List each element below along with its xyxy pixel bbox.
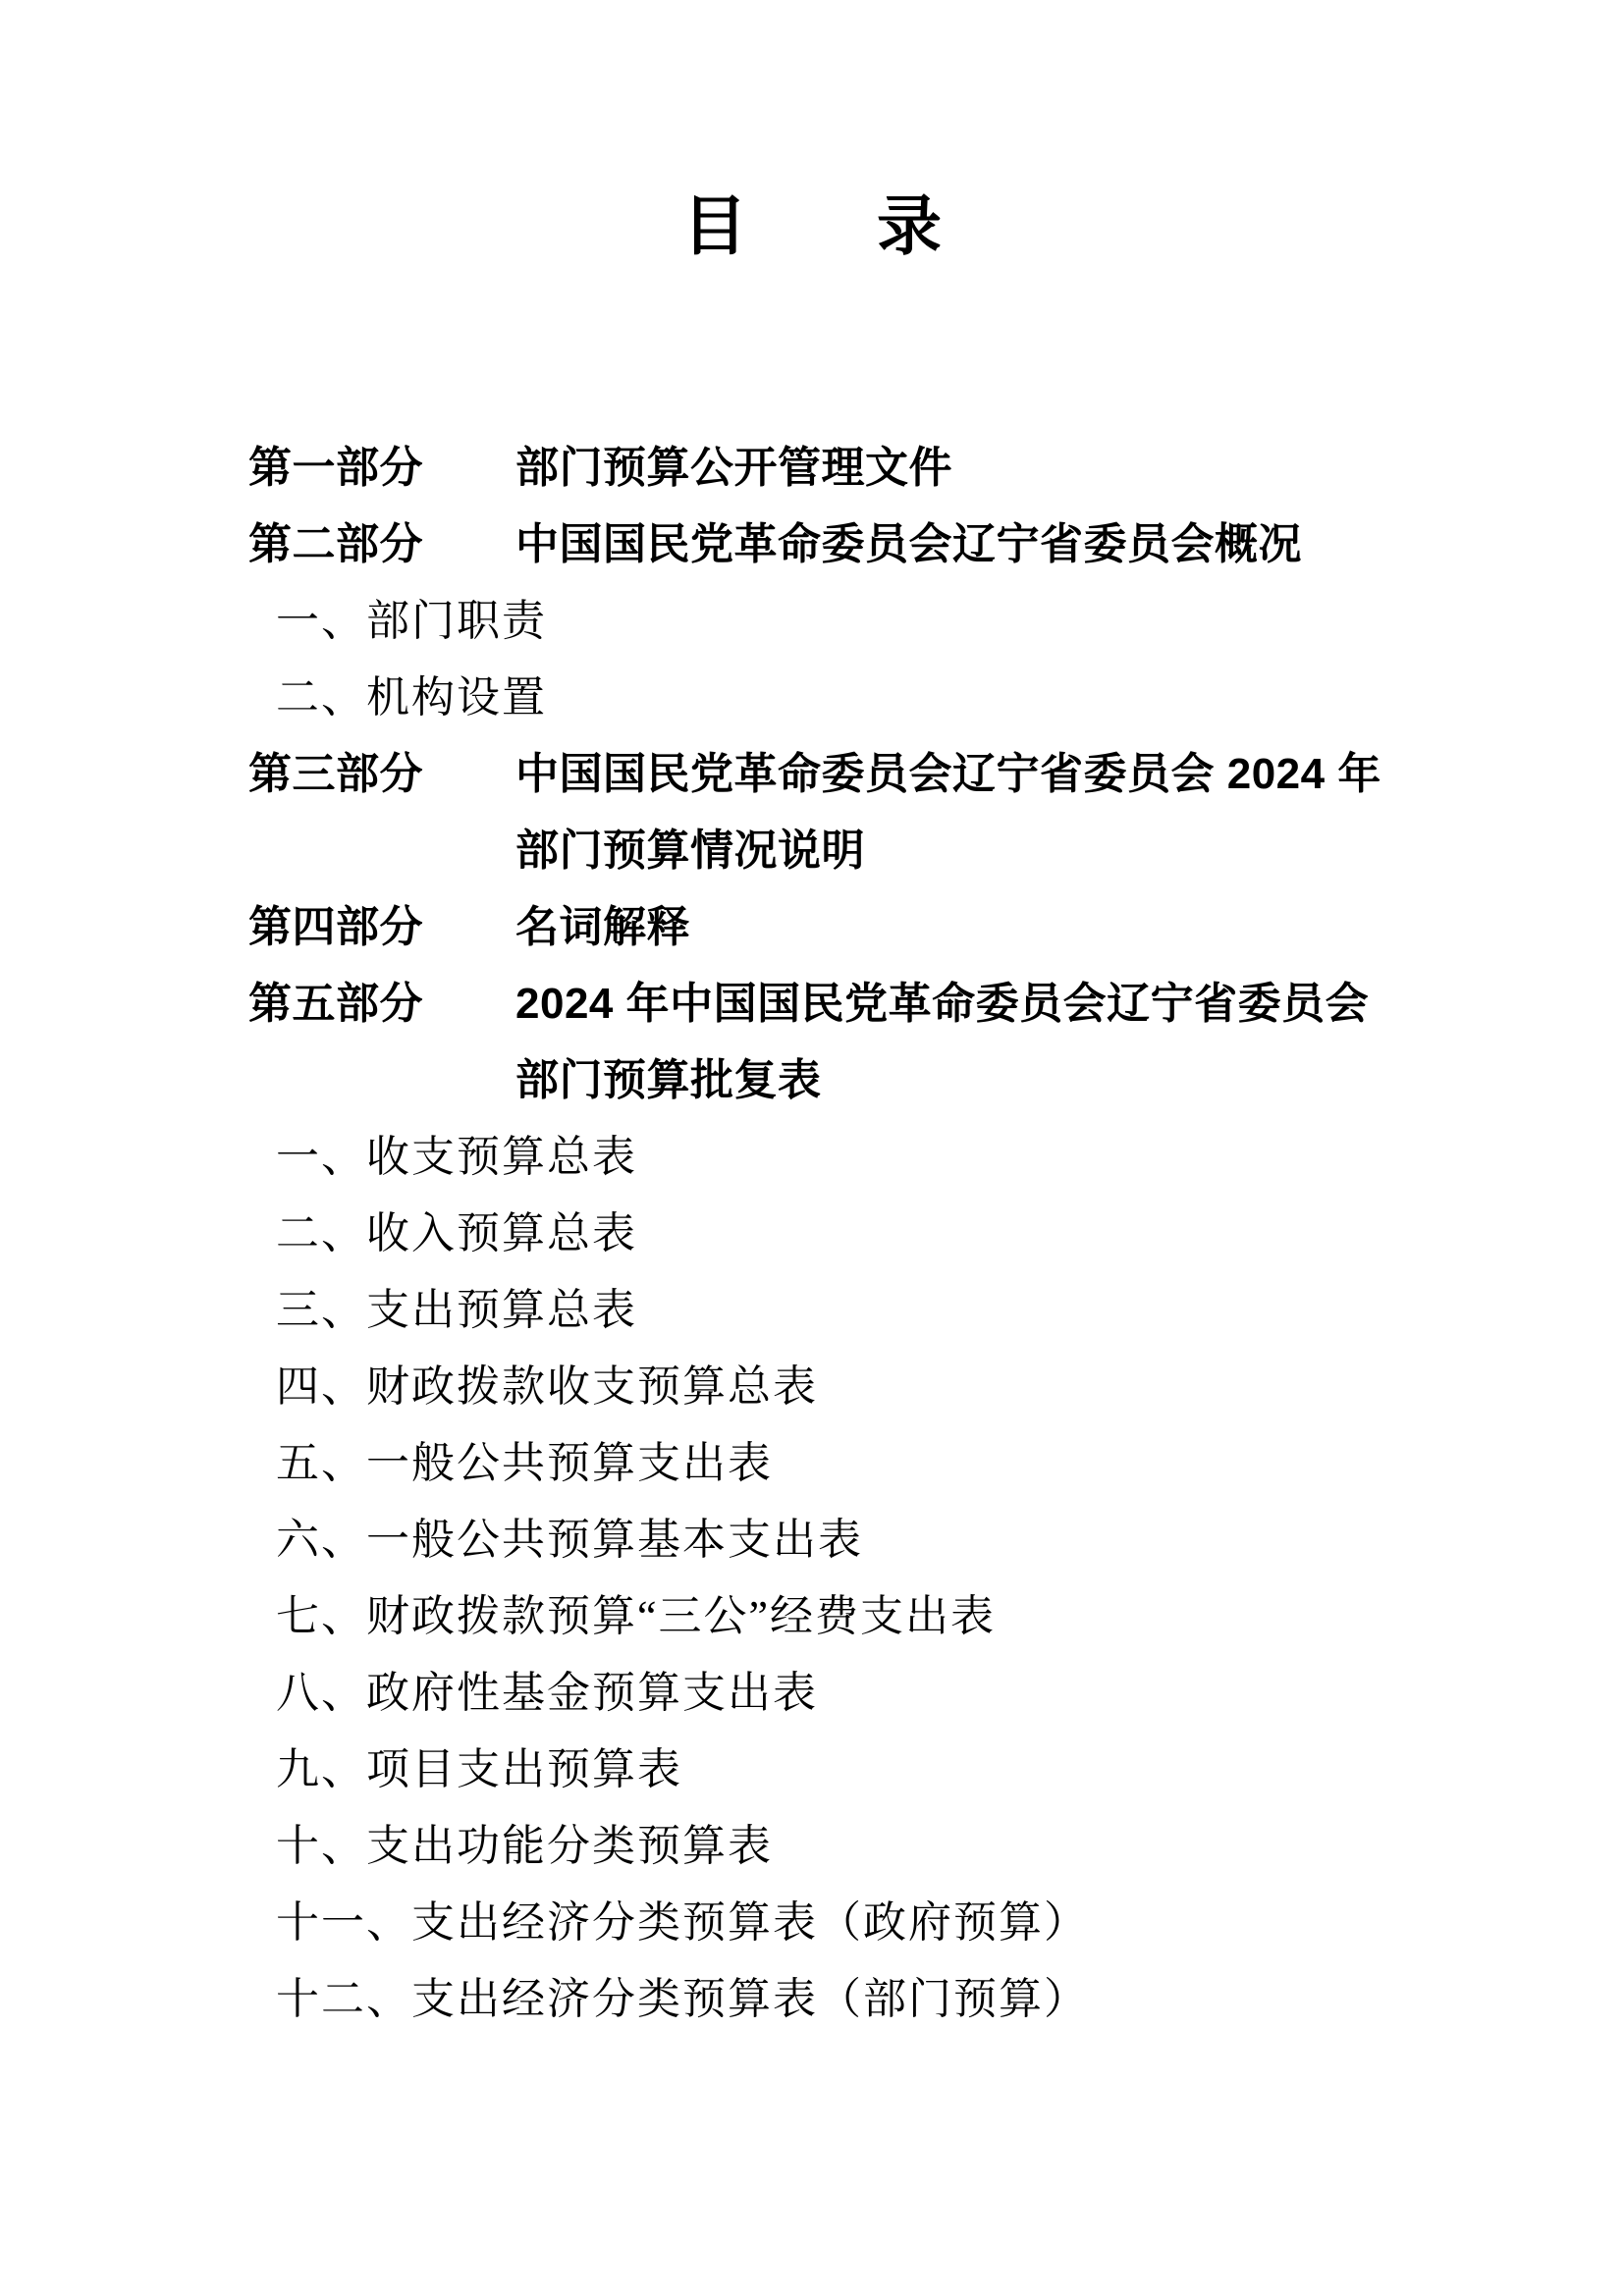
toc-subitem-part2: 一、部门职责 <box>276 597 547 645</box>
toc-section-part4 <box>0 889 1624 966</box>
toc-section-part3 <box>0 736 1624 813</box>
toc-subitem-part5: 十一、支出经济分类预算表（政府预算） <box>276 1898 1089 1947</box>
section-title: 中国国民党革命委员会辽宁省委员会概况 <box>515 520 1302 568</box>
section-title: 名词解释 <box>515 903 690 951</box>
page-title: 目 录 <box>682 191 942 263</box>
section-label-spacer <box>248 813 515 889</box>
toc-section-part5-continuation <box>0 1042 1624 1119</box>
toc-subitem-part5: 七、财政拨款预算“三公”经费支出表 <box>276 1592 997 1640</box>
toc-subitem-part5: 六、一般公共预算基本支出表 <box>276 1516 863 1564</box>
section-label: 第四部分 <box>248 903 423 951</box>
toc-subitem-part5: 十二、支出经济分类预算表（部门预算） <box>276 1975 1089 2023</box>
section-title-line2: 部门预算批复表 <box>515 1056 822 1104</box>
toc-section-part2 <box>0 507 1624 583</box>
toc-subitem-part5: 四、财政拨款收支预算总表 <box>276 1362 818 1411</box>
section-label: 第一部分 <box>248 444 423 492</box>
toc-section-part5 <box>0 966 1624 1042</box>
toc-subitem-part5: 一、收支预算总表 <box>276 1133 637 1181</box>
section-label: 第二部分 <box>248 520 423 568</box>
toc-subitem-part5: 九、项目支出预算表 <box>276 1745 682 1793</box>
toc-subitem-part5: 五、一般公共预算支出表 <box>276 1439 773 1487</box>
toc-subitem-part5: 三、支出预算总表 <box>276 1286 637 1334</box>
toc-subitem-part5: 八、政府性基金预算支出表 <box>276 1669 818 1717</box>
section-label: 第三部分 <box>248 750 423 798</box>
section-title-line1: 2024 年中国国民党革命委员会辽宁省委员会 <box>515 980 1370 1028</box>
toc-subitem-part5: 二、收入预算总表 <box>276 1209 637 1257</box>
toc-subitem-part5: 十、支出功能分类预算表 <box>276 1822 773 1870</box>
section-title: 部门预算公开管理文件 <box>515 444 952 492</box>
section-title-line1: 中国国民党革命委员会辽宁省委员会 2024 年 <box>515 750 1381 798</box>
toc-section-part3-continuation <box>0 813 1624 889</box>
toc-subitem-part2: 二、机构设置 <box>276 673 547 721</box>
toc-section-part1 <box>0 430 1624 507</box>
section-label-spacer <box>248 1042 515 1119</box>
table-of-contents <box>0 430 1624 2038</box>
section-title-line2: 部门预算情况说明 <box>515 827 865 875</box>
section-label: 第五部分 <box>248 980 423 1028</box>
